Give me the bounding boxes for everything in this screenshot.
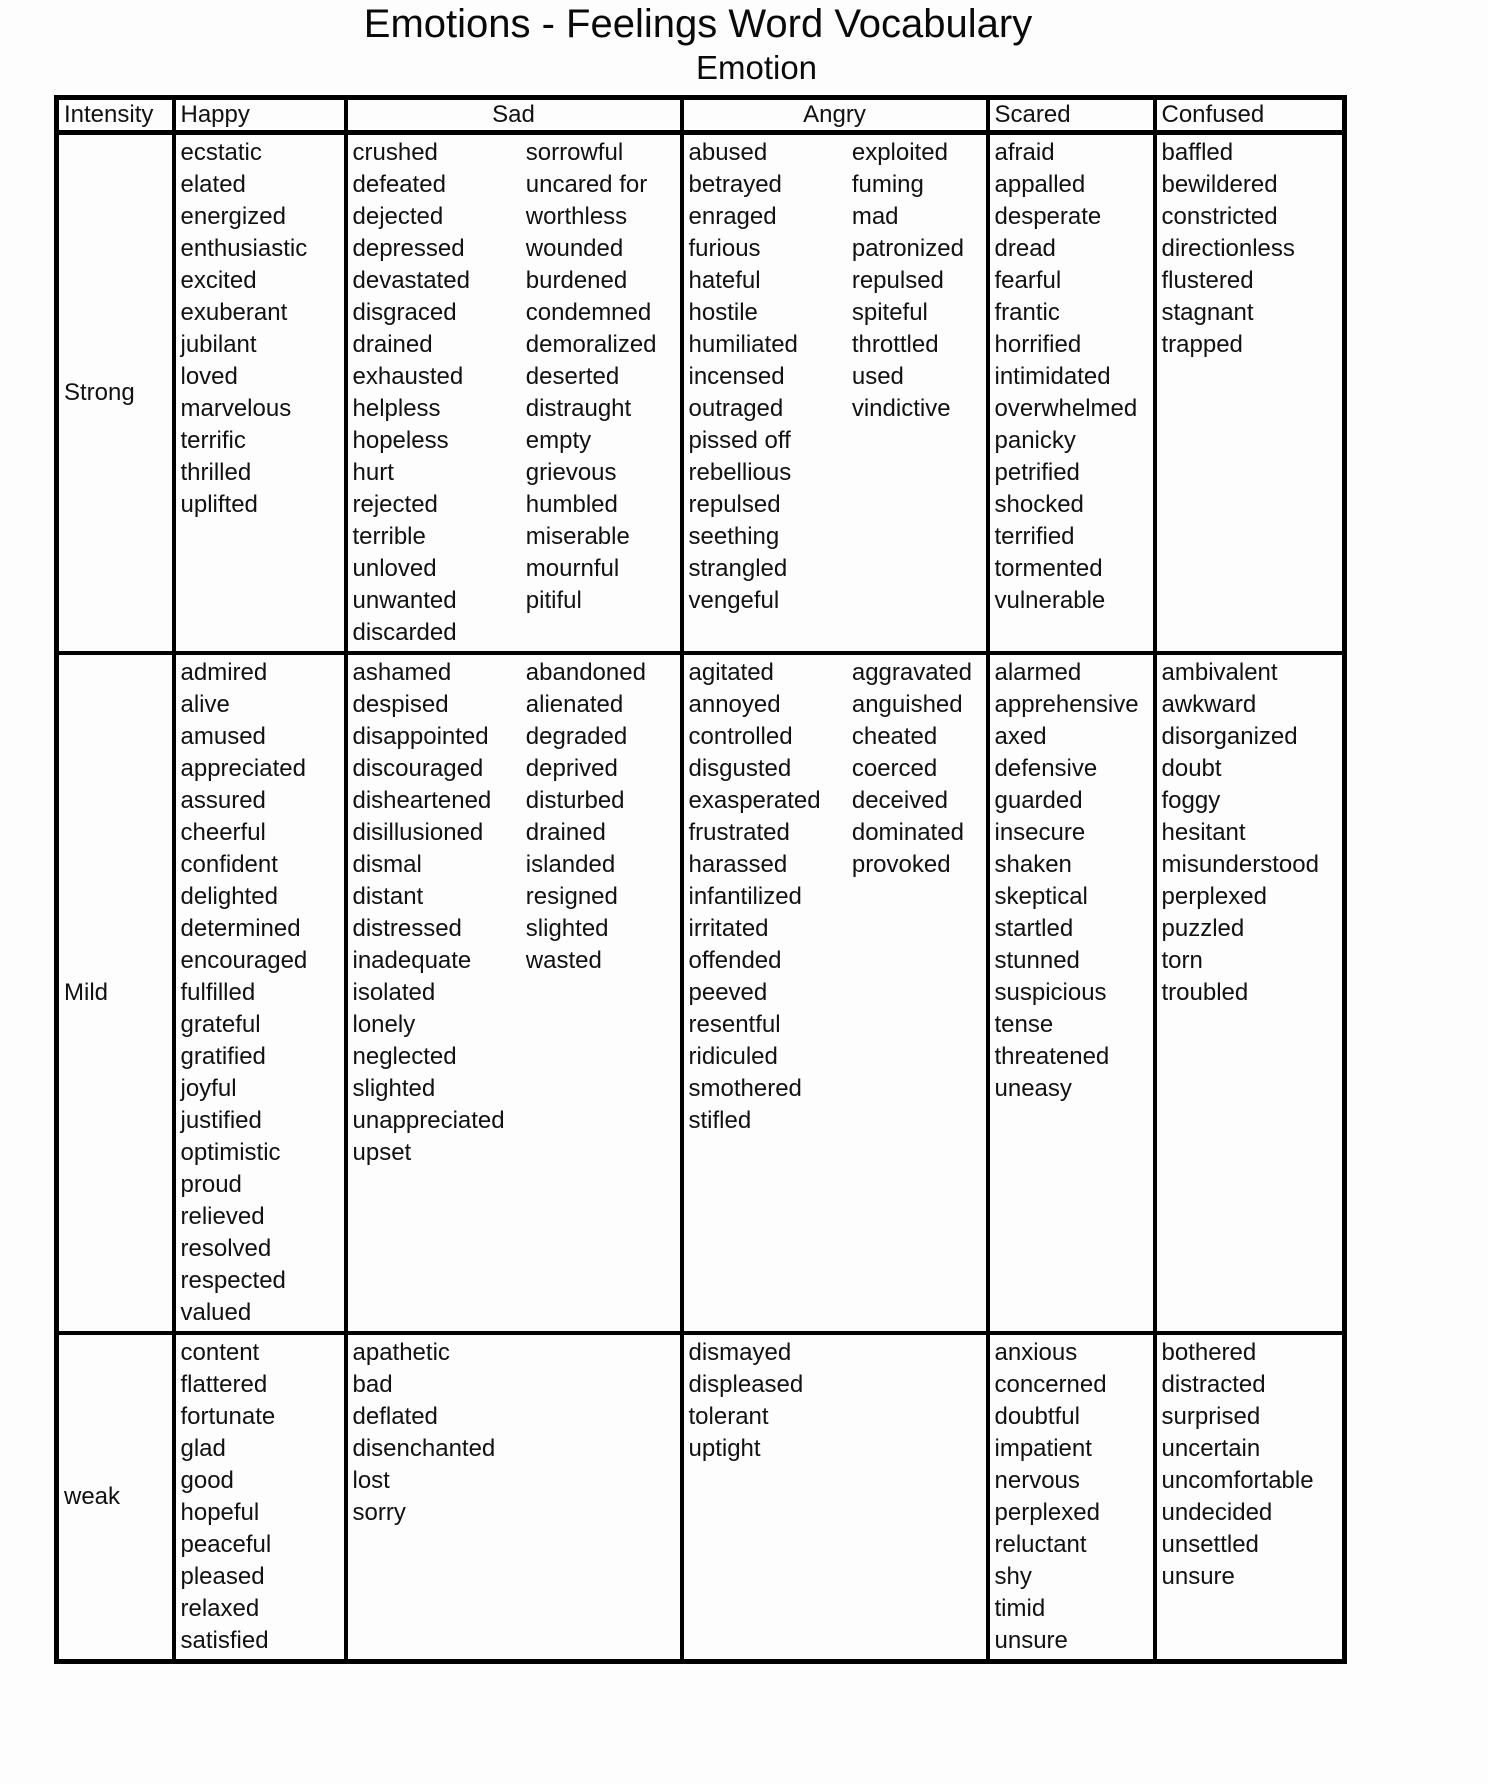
word: disgraced xyxy=(352,299,457,326)
word-list xyxy=(689,657,852,1137)
word-list xyxy=(852,137,986,617)
intensity-label-weak: weak xyxy=(57,1333,174,1662)
cell-weak-scared xyxy=(988,1333,1155,1662)
intensity-label-strong: Strong xyxy=(57,133,174,654)
word: crushed xyxy=(352,139,438,166)
word: thrilled xyxy=(180,459,252,486)
word: deserted xyxy=(525,363,620,390)
word: afraid xyxy=(994,139,1055,166)
word: spiteful xyxy=(851,299,928,326)
word: isolated xyxy=(352,979,436,1006)
word: torn xyxy=(1161,947,1203,974)
word: grievous xyxy=(525,459,617,486)
word: exhausted xyxy=(352,363,464,390)
word: despised xyxy=(352,691,449,718)
word: stunned xyxy=(994,947,1080,974)
column-header-sad: Sad xyxy=(346,98,682,133)
word-list xyxy=(1157,1335,1343,1595)
word: suspicious xyxy=(994,979,1107,1006)
word: excited xyxy=(180,267,257,294)
word: threatened xyxy=(994,1043,1110,1070)
word: optimistic xyxy=(180,1139,281,1166)
word: apathetic xyxy=(352,1339,450,1366)
word: incensed xyxy=(688,363,785,390)
word: condemned xyxy=(525,299,652,326)
word: lonely xyxy=(352,1011,416,1038)
word: stifled xyxy=(688,1107,752,1134)
word: fulfilled xyxy=(180,979,256,1006)
word: petrified xyxy=(994,459,1080,486)
word-list-pair xyxy=(684,135,986,619)
word: shocked xyxy=(994,491,1084,518)
word: enraged xyxy=(688,203,777,230)
word: agitated xyxy=(688,659,774,686)
word: distracted xyxy=(1161,1371,1266,1398)
word: grateful xyxy=(180,1011,261,1038)
word: determined xyxy=(180,915,301,942)
word: respected xyxy=(180,1267,286,1294)
word: vengeful xyxy=(688,587,780,614)
word: frustrated xyxy=(688,819,790,846)
cell-strong-happy xyxy=(174,133,346,654)
word: fearful xyxy=(994,267,1062,294)
word: mournful xyxy=(525,555,620,582)
word: terrific xyxy=(180,427,246,454)
cell-weak-angry xyxy=(682,1333,988,1662)
word: ridiculed xyxy=(688,1043,778,1070)
cell-weak-confused xyxy=(1155,1333,1345,1662)
word: baffled xyxy=(1161,139,1234,166)
word: hurt xyxy=(352,459,394,486)
word: wasted xyxy=(525,947,602,974)
word: worthless xyxy=(525,203,628,230)
word: resigned xyxy=(525,883,618,910)
word: misunderstood xyxy=(1161,851,1319,878)
word: uncertain xyxy=(1161,1435,1261,1462)
word: defensive xyxy=(994,755,1098,782)
column-header-intensity: Intensity xyxy=(57,98,174,133)
word: repulsed xyxy=(851,267,944,294)
column-header-angry: Angry xyxy=(682,98,988,133)
word: displeased xyxy=(688,1371,804,1398)
word: pleased xyxy=(180,1563,265,1590)
word: peaceful xyxy=(180,1531,272,1558)
word: content xyxy=(180,1339,260,1366)
word: flattered xyxy=(180,1371,268,1398)
word: slighted xyxy=(525,915,609,942)
word: horrified xyxy=(994,331,1082,358)
word: patronized xyxy=(851,235,964,262)
word: used xyxy=(851,363,904,390)
word: rebellious xyxy=(688,459,792,486)
word: hesitant xyxy=(1161,819,1246,846)
intensity-label-mild: Mild xyxy=(57,653,174,1333)
word: concerned xyxy=(994,1371,1107,1398)
word: infantilized xyxy=(688,883,802,910)
word: terrible xyxy=(352,523,426,550)
word: anguished xyxy=(851,691,963,718)
word: terrified xyxy=(994,523,1075,550)
word-list xyxy=(526,657,680,1169)
word: dismal xyxy=(352,851,422,878)
word: aggravated xyxy=(851,659,972,686)
word-list-pair xyxy=(348,135,680,651)
word: furious xyxy=(688,235,761,262)
word-list xyxy=(526,137,680,649)
word: cheerful xyxy=(180,819,266,846)
word: hopeless xyxy=(352,427,449,454)
word: flustered xyxy=(1161,267,1254,294)
word: nervous xyxy=(994,1467,1080,1494)
word: distant xyxy=(352,883,424,910)
word: enthusiastic xyxy=(180,235,308,262)
word: marvelous xyxy=(180,395,292,422)
word: hopeful xyxy=(180,1499,260,1526)
word: shy xyxy=(994,1563,1032,1590)
word-list xyxy=(684,1335,986,1467)
word: islanded xyxy=(525,851,616,878)
word: puzzled xyxy=(1161,915,1245,942)
word: uptight xyxy=(688,1435,761,1462)
word: rejected xyxy=(352,491,438,518)
word: resolved xyxy=(180,1235,272,1262)
word: trapped xyxy=(1161,331,1243,358)
word: admired xyxy=(180,659,268,686)
word: miserable xyxy=(525,523,630,550)
word-list xyxy=(990,655,1153,1107)
word: defeated xyxy=(352,171,446,198)
word: delighted xyxy=(180,883,278,910)
word-list xyxy=(353,137,526,649)
word: coerced xyxy=(851,755,938,782)
word: undecided xyxy=(1161,1499,1273,1526)
word: dominated xyxy=(851,819,964,846)
emotions-vocabulary-table xyxy=(54,95,1347,1664)
word: uncomfortable xyxy=(1161,1467,1314,1494)
word: confident xyxy=(180,851,278,878)
word: stagnant xyxy=(1161,299,1254,326)
word: disappointed xyxy=(352,723,489,750)
word: exuberant xyxy=(180,299,288,326)
word: unsettled xyxy=(1161,1531,1259,1558)
word: bewildered xyxy=(1161,171,1278,198)
word: inadequate xyxy=(352,947,472,974)
word: axed xyxy=(994,723,1047,750)
cell-weak-sad xyxy=(346,1333,682,1662)
word: tense xyxy=(994,1011,1054,1038)
word: demoralized xyxy=(525,331,657,358)
column-header-scared: Scared xyxy=(988,98,1155,133)
word: unsure xyxy=(994,1627,1068,1654)
word-list xyxy=(1157,135,1343,363)
word: uncared for xyxy=(525,171,648,198)
word: controlled xyxy=(688,723,793,750)
cell-mild-sad xyxy=(346,653,682,1333)
word: deflated xyxy=(352,1403,438,1430)
word: disorganized xyxy=(1161,723,1298,750)
word-list xyxy=(176,1335,344,1659)
word: distraught xyxy=(525,395,632,422)
word-list xyxy=(176,135,344,523)
word: hostile xyxy=(688,299,758,326)
row-weak xyxy=(57,1333,1345,1662)
word: joyful xyxy=(180,1075,237,1102)
word: disheartened xyxy=(352,787,492,814)
word: exploited xyxy=(851,139,948,166)
word: glad xyxy=(180,1435,226,1462)
word: vindictive xyxy=(851,395,951,422)
word: appreciated xyxy=(180,755,306,782)
word: shaken xyxy=(994,851,1072,878)
word: tolerant xyxy=(688,1403,769,1430)
cell-strong-angry xyxy=(682,133,988,654)
cell-mild-confused xyxy=(1155,653,1345,1333)
page-subtitle: Emotion xyxy=(695,49,818,86)
word: alienated xyxy=(525,691,624,718)
word: perplexed xyxy=(1161,883,1267,910)
word: alarmed xyxy=(994,659,1082,686)
word: empty xyxy=(525,427,592,454)
word: awkward xyxy=(1161,691,1257,718)
word: energized xyxy=(180,203,286,230)
cell-mild-angry xyxy=(682,653,988,1333)
word: tormented xyxy=(994,555,1103,582)
cell-mild-scared xyxy=(988,653,1155,1333)
word: sorrowful xyxy=(525,139,624,166)
word: ashamed xyxy=(352,659,452,686)
word-list xyxy=(990,135,1153,619)
column-header-happy: Happy xyxy=(174,98,346,133)
word-list xyxy=(852,657,986,1137)
word: mad xyxy=(851,203,899,230)
word: throttled xyxy=(851,331,939,358)
word: uplifted xyxy=(180,491,258,518)
word: annoyed xyxy=(688,691,781,718)
word: guarded xyxy=(994,787,1083,814)
word: seething xyxy=(688,523,780,550)
word: alive xyxy=(180,691,230,718)
word: deceived xyxy=(851,787,948,814)
word: encouraged xyxy=(180,947,308,974)
word: bothered xyxy=(1161,1339,1257,1366)
word: frantic xyxy=(994,299,1060,326)
word: bad xyxy=(352,1371,393,1398)
word-list xyxy=(689,137,852,617)
word: gratified xyxy=(180,1043,266,1070)
word: perplexed xyxy=(994,1499,1100,1526)
word: disillusioned xyxy=(352,819,484,846)
cell-strong-scared xyxy=(988,133,1155,654)
word: discarded xyxy=(352,619,457,646)
word: provoked xyxy=(851,851,951,878)
word: unwanted xyxy=(352,587,457,614)
word-list xyxy=(990,1335,1153,1659)
word: fuming xyxy=(851,171,924,198)
word: wounded xyxy=(525,235,624,262)
header-row xyxy=(57,98,1345,133)
word: outraged xyxy=(688,395,784,422)
word: overwhelmed xyxy=(994,395,1138,422)
word-list xyxy=(353,657,526,1169)
word: betrayed xyxy=(688,171,782,198)
word: offended xyxy=(688,947,782,974)
word: anxious xyxy=(994,1339,1078,1366)
word: irritated xyxy=(688,915,769,942)
word: peeved xyxy=(688,979,768,1006)
word: valued xyxy=(180,1299,252,1326)
cell-weak-happy xyxy=(174,1333,346,1662)
word: insecure xyxy=(994,819,1086,846)
word: satisfied xyxy=(180,1627,269,1654)
word: burdened xyxy=(525,267,628,294)
word: abandoned xyxy=(525,659,646,686)
word: disenchanted xyxy=(352,1435,496,1462)
word: fortunate xyxy=(180,1403,276,1430)
word: upset xyxy=(352,1139,412,1166)
word: dread xyxy=(994,235,1056,262)
word: drained xyxy=(352,331,433,358)
column-header-confused: Confused xyxy=(1155,98,1345,133)
word: assured xyxy=(180,787,266,814)
page-title: Emotions - Feelings Word Vocabulary xyxy=(363,2,1033,46)
word: abused xyxy=(688,139,768,166)
word-list xyxy=(176,655,344,1331)
word: disgusted xyxy=(688,755,792,782)
word: humiliated xyxy=(688,331,798,358)
word: uneasy xyxy=(994,1075,1072,1102)
cell-strong-sad xyxy=(346,133,682,654)
word: relaxed xyxy=(180,1595,260,1622)
word: hateful xyxy=(688,267,761,294)
word: intimidated xyxy=(994,363,1111,390)
word: reluctant xyxy=(994,1531,1087,1558)
word: impatient xyxy=(994,1435,1092,1462)
word: unloved xyxy=(352,555,437,582)
word: harassed xyxy=(688,851,788,878)
word: unsure xyxy=(1161,1563,1235,1590)
word: cheated xyxy=(851,723,938,750)
word: vulnerable xyxy=(994,587,1106,614)
word: constricted xyxy=(1161,203,1278,230)
word: apprehensive xyxy=(994,691,1139,718)
word: humbled xyxy=(525,491,618,518)
word: sorry xyxy=(352,1499,406,1526)
word: neglected xyxy=(352,1043,457,1070)
word: good xyxy=(180,1467,234,1494)
word: doubt xyxy=(1161,755,1222,782)
word: dismayed xyxy=(688,1339,792,1366)
word: proud xyxy=(180,1171,242,1198)
word: devastated xyxy=(352,267,470,294)
word: foggy xyxy=(1161,787,1221,814)
word: dejected xyxy=(352,203,444,230)
word: ecstatic xyxy=(180,139,262,166)
word: justified xyxy=(180,1107,262,1134)
word: slighted xyxy=(352,1075,436,1102)
word: relieved xyxy=(180,1203,265,1230)
word: pitiful xyxy=(525,587,582,614)
word: amused xyxy=(180,723,266,750)
word: unappreciated xyxy=(352,1107,505,1134)
word-list xyxy=(1157,655,1343,1011)
word: troubled xyxy=(1161,979,1249,1006)
word-list-pair xyxy=(684,655,986,1139)
word: desperate xyxy=(994,203,1102,230)
word: elated xyxy=(180,171,246,198)
word: ambivalent xyxy=(1161,659,1278,686)
word-list-pair xyxy=(348,655,680,1171)
word: degraded xyxy=(525,723,628,750)
word: lost xyxy=(352,1467,390,1494)
word: discouraged xyxy=(352,755,484,782)
word: appalled xyxy=(994,171,1086,198)
word: pissed off xyxy=(688,427,791,454)
word: directionless xyxy=(1161,235,1295,262)
word: disturbed xyxy=(525,787,625,814)
word: surprised xyxy=(1161,1403,1261,1430)
word: panicky xyxy=(994,427,1076,454)
word: drained xyxy=(525,819,606,846)
row-strong xyxy=(57,133,1345,654)
word: loved xyxy=(180,363,238,390)
word: resentful xyxy=(688,1011,781,1038)
word-list xyxy=(348,1335,680,1531)
word: skeptical xyxy=(994,883,1088,910)
word: deprived xyxy=(525,755,618,782)
word: smothered xyxy=(688,1075,802,1102)
word: doubtful xyxy=(994,1403,1080,1430)
word: startled xyxy=(994,915,1074,942)
word: depressed xyxy=(352,235,465,262)
word: helpless xyxy=(352,395,441,422)
word: strangled xyxy=(688,555,788,582)
word: timid xyxy=(994,1595,1046,1622)
word: jubilant xyxy=(180,331,257,358)
word: repulsed xyxy=(688,491,781,518)
word: exasperated xyxy=(688,787,821,814)
word: distressed xyxy=(352,915,462,942)
cell-mild-happy xyxy=(174,653,346,1333)
row-mild xyxy=(57,653,1345,1333)
cell-strong-confused xyxy=(1155,133,1345,654)
